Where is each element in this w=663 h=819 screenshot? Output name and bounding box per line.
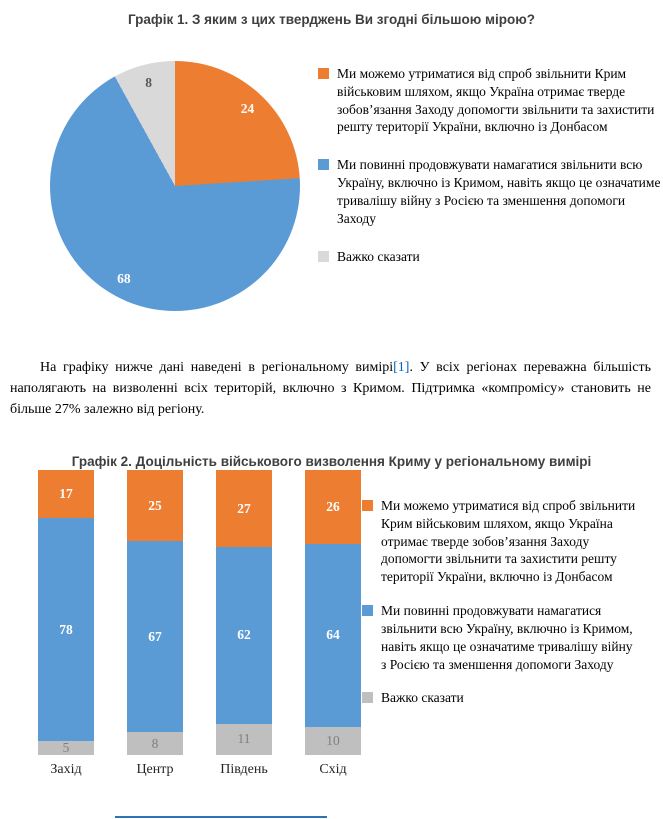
bar-column (216, 470, 272, 778)
legend-swatch-icon (362, 605, 373, 616)
bars-area (10, 486, 362, 778)
paragraph-text-after: . У всіх регіонах переважна більшість наполягають на визволенні всіх територій, включно з Кримом. Підтримка «компромісу» становить не більше 27% залежно від регіону. (10, 360, 651, 417)
pie-value: 8 (145, 75, 152, 91)
legend-swatch-icon (318, 251, 329, 262)
chart1 (0, 35, 663, 335)
bar-segment (216, 724, 272, 755)
bar-value: 62 (237, 627, 251, 643)
legend-item (318, 248, 663, 266)
bar-segment (127, 541, 183, 732)
bar-value: 8 (151, 735, 159, 751)
bar-value: 67 (148, 628, 162, 644)
legend-label: Важко сказати (381, 690, 464, 706)
bar-segment (216, 547, 272, 724)
chart2 (0, 486, 663, 778)
bar-segment (38, 741, 94, 755)
bar-column (305, 470, 361, 778)
legend-label: Важко сказати (337, 248, 420, 264)
bar-column (127, 470, 183, 778)
bar-value: 17 (59, 486, 73, 502)
pie-value: 24 (240, 100, 255, 116)
legend-swatch-icon (362, 500, 373, 511)
bar-segment (127, 470, 183, 541)
footnote-link[interactable]: [1] (393, 360, 410, 375)
category-label: Захід (50, 762, 82, 777)
legend-label: Ми повинні продовжувати намагатися звільнити всю Україну, включно із Кримом, навіть якщо це означатиме тривалішу війну з Росією та зменшення допомоги Заходу (381, 603, 633, 672)
pie-chart-area (6, 35, 318, 335)
bar-value: 5 (62, 739, 70, 755)
legend-label: Ми можемо утриматися від спроб звільнити Крим військовим шляхом, якщо Україна отримає тверде зобов’язання Заходу допомогти звільнити та захистити решту території України, включно із Донбасом (381, 498, 636, 585)
legend-item (362, 602, 640, 673)
bar-value: 10 (326, 732, 340, 748)
bar-value: 64 (326, 627, 340, 643)
bar-value: 25 (148, 497, 162, 513)
category-label: Південь (220, 762, 268, 777)
bar-column (38, 470, 94, 778)
legend-swatch-icon (318, 68, 329, 79)
footnote-separator (115, 816, 327, 818)
category-label: Центр (136, 762, 174, 777)
bar-segment (216, 470, 272, 547)
legend-swatch-icon (318, 159, 329, 170)
legend-item (318, 65, 663, 136)
bar-group (10, 486, 362, 778)
legend-label: Ми повинні продовжувати намагатися звільнити всю Україну, включно із Кримом, навіть якщо це означатиме тривалішу війну з Росією та зменшення допомоги Заходу (337, 157, 661, 226)
bar-segment (305, 544, 361, 726)
category-label: Схід (319, 762, 347, 777)
pie-chart (50, 61, 300, 311)
legend-item (362, 689, 640, 707)
paragraph (10, 357, 651, 420)
bar-value: 27 (237, 500, 251, 516)
bar-value: 78 (59, 621, 73, 637)
bar-stack (216, 470, 272, 755)
bar-value: 26 (326, 499, 340, 515)
bar-value: 11 (237, 731, 251, 747)
bar-segment (127, 732, 183, 755)
legend-label: Ми можемо утриматися від спроб звільнити Крим військовим шляхом, якщо Україна отримає тверде зобов’язання Заходу допомогти звільнити та захистити решту території України, включно із Донбасом (337, 66, 655, 135)
chart1-legend (318, 65, 663, 335)
legend-item (318, 156, 663, 227)
bar-segment (305, 727, 361, 756)
chart2-title: Графік 2. Доцільність військового визволення Криму у регіональному вимірі (71, 454, 592, 469)
bar-segment (38, 518, 94, 740)
pie-value: 68 (117, 270, 131, 286)
chart2-legend (362, 497, 640, 778)
legend-swatch-icon (362, 692, 373, 703)
bar-stack (38, 470, 94, 755)
legend-item (362, 497, 640, 586)
paragraph-text-before: На графіку нижче дані наведені в регіональному вимірі (40, 360, 394, 375)
chart1-title: Графік 1. З яким з цих тверджень Ви згодні більшою мірою? (128, 12, 535, 27)
bar-segment (38, 470, 94, 518)
bar-segment (305, 470, 361, 544)
bar-stack (305, 470, 361, 755)
bar-stack (127, 470, 183, 755)
